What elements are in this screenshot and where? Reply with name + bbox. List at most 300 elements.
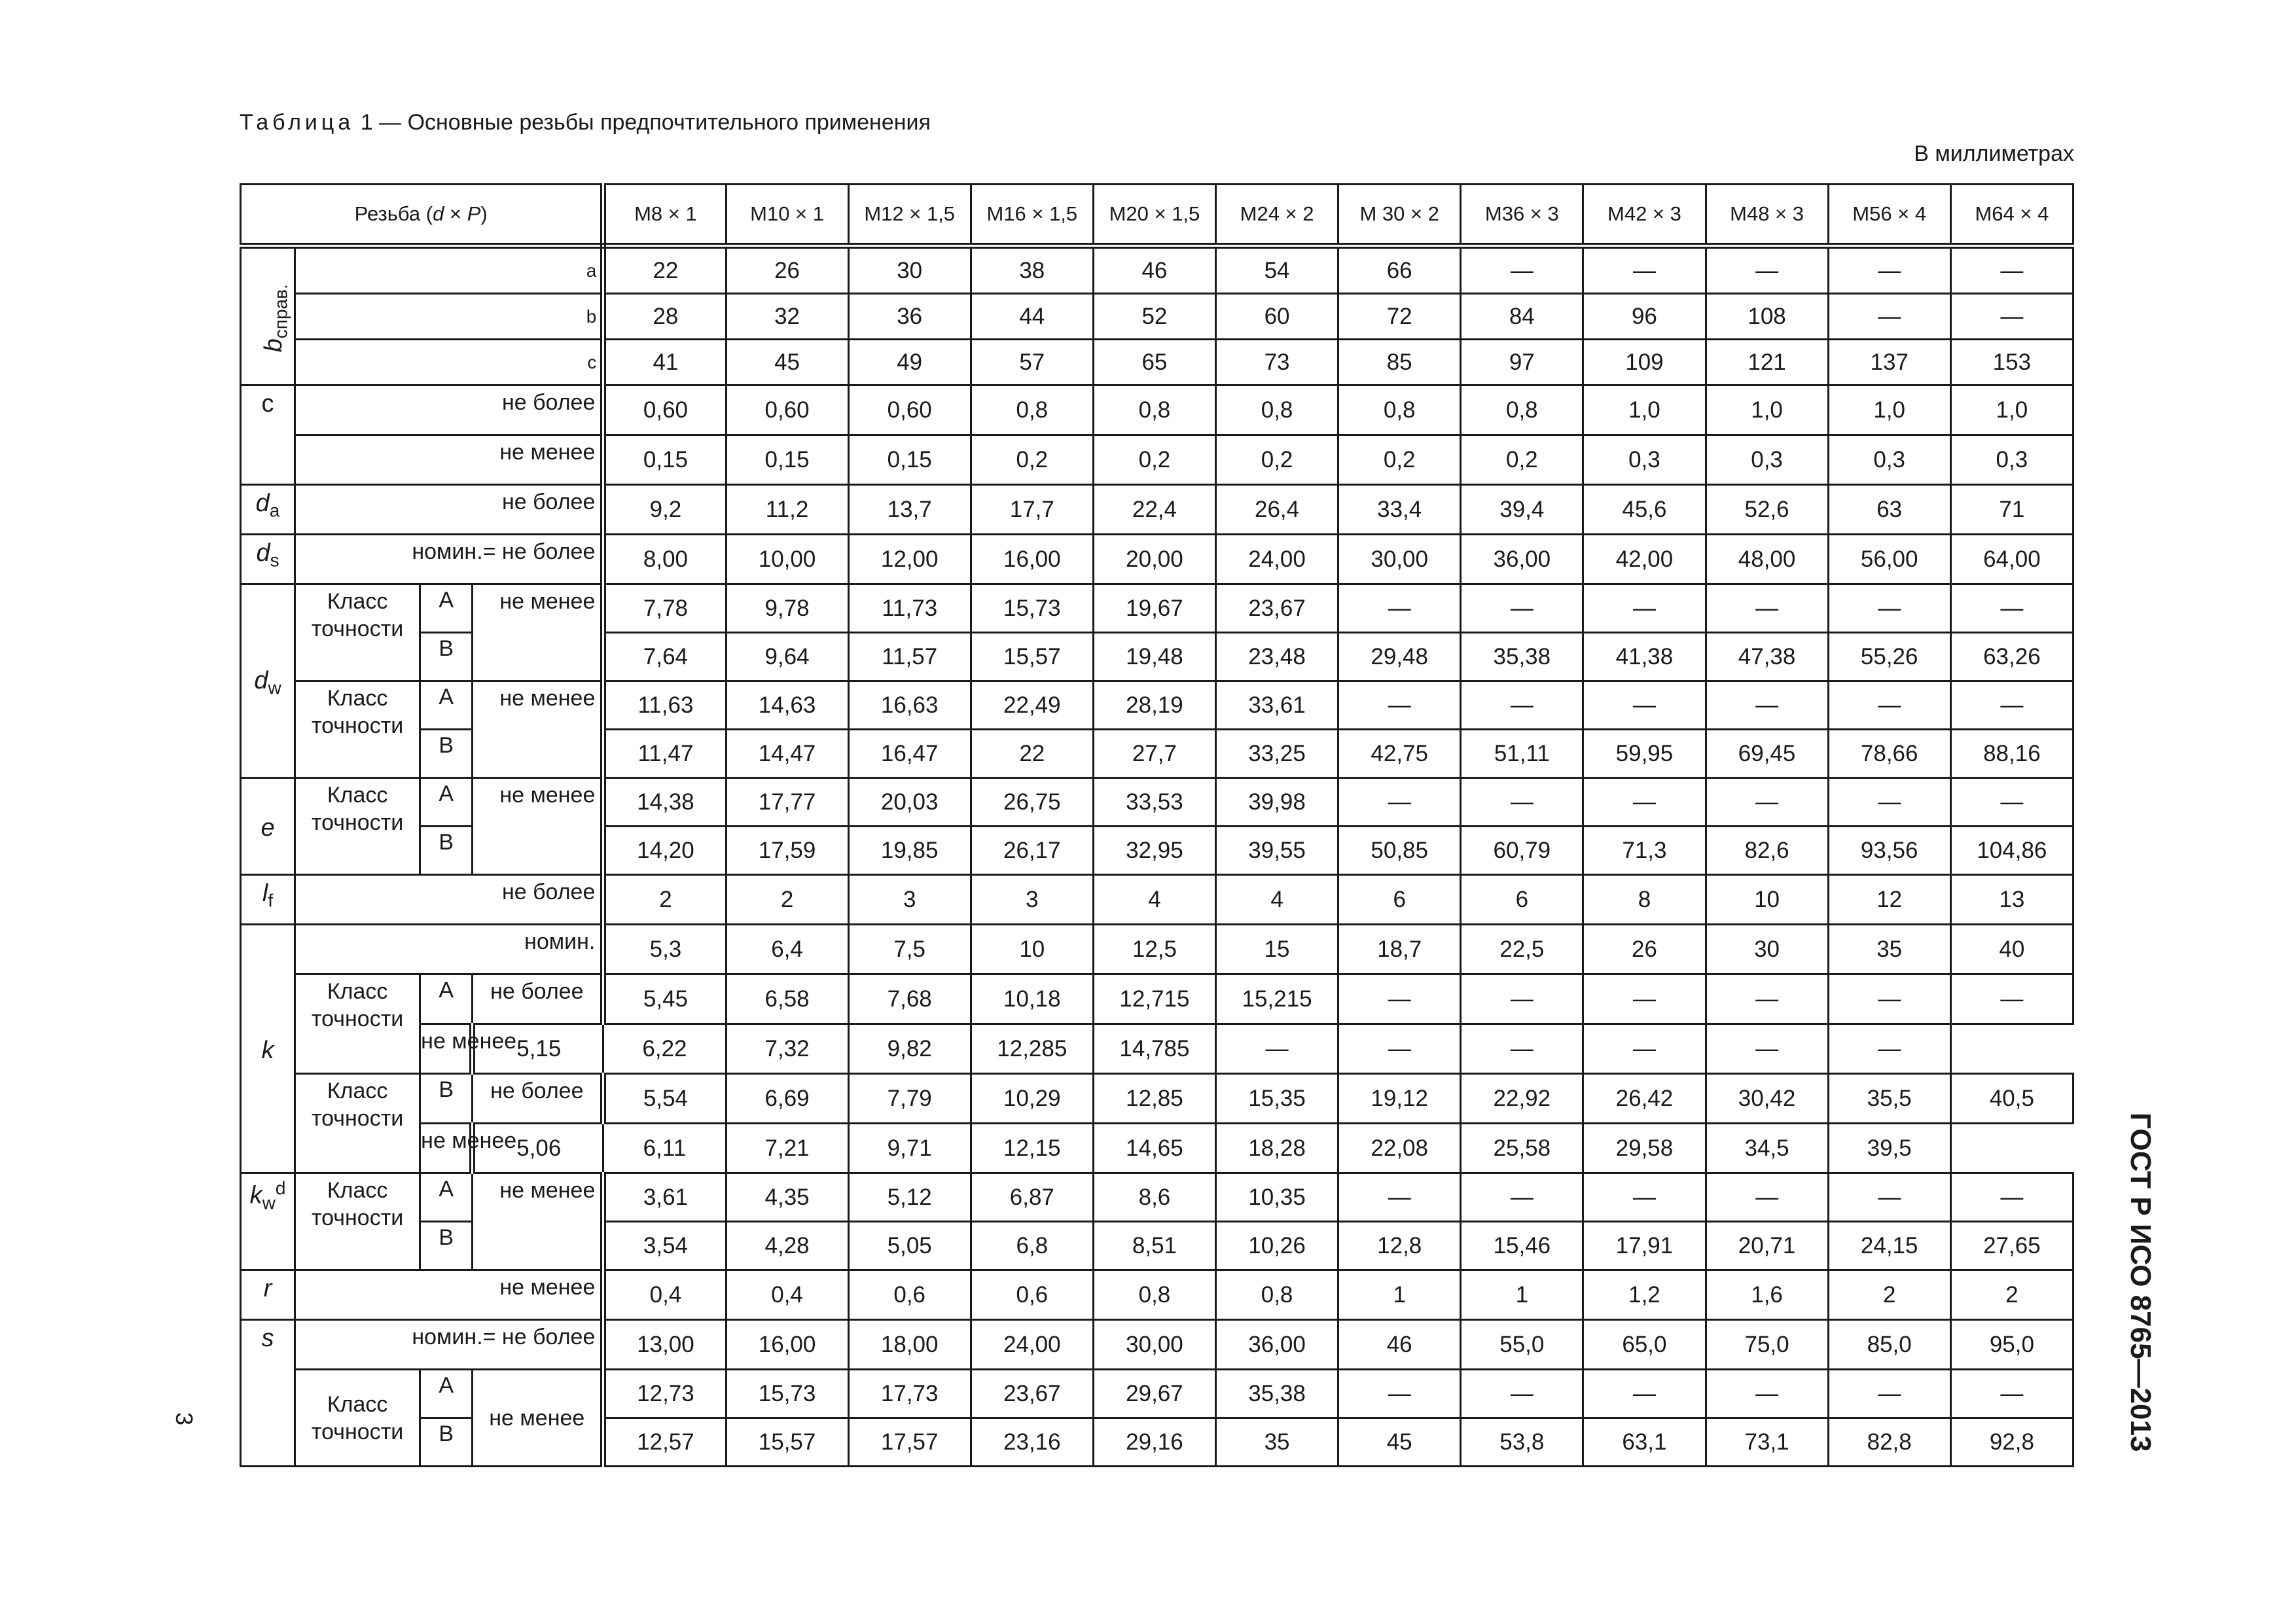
value-cell: 45,6 — [1583, 485, 1706, 535]
value-cell: 0,6 — [848, 1270, 971, 1320]
value-cell: 13,7 — [848, 485, 971, 535]
value-cell: 63,1 — [1583, 1418, 1706, 1467]
value-cell: 72 — [1338, 294, 1461, 340]
value-cell: 10,35 — [1216, 1173, 1338, 1222]
value-cell: 35 — [1828, 925, 1950, 974]
value-cell: 41 — [603, 340, 726, 385]
parameter-symbol — [241, 1320, 295, 1467]
accuracy-class-label: Класс точности — [295, 974, 420, 1074]
symbol-sub: w — [262, 1192, 276, 1213]
caption-prefix: Таблица — [240, 110, 355, 135]
page-number: 3 — [171, 1412, 198, 1426]
value-cell: 23,67 — [971, 1370, 1093, 1418]
value-cell: 8 — [1583, 875, 1706, 925]
value-cell: 17,91 — [1583, 1222, 1706, 1270]
value-cell: 35,38 — [1216, 1370, 1338, 1418]
grade-A: A — [420, 974, 473, 1024]
value-cell: — — [1950, 1370, 2073, 1418]
value-cell: 42,00 — [1583, 535, 1706, 584]
value-cell: 27,7 — [1093, 730, 1215, 778]
value-cell: — — [1338, 681, 1461, 730]
value-cell: 52,6 — [1706, 485, 1828, 535]
value-cell: 0,3 — [1950, 435, 2073, 485]
value-cell: 23,16 — [971, 1418, 1093, 1467]
value-cell: 12,00 — [848, 535, 971, 584]
table-row — [241, 584, 2073, 633]
condition-cell: не более — [295, 875, 603, 925]
value-cell: — — [1461, 1173, 1583, 1222]
value-cell: 33,53 — [1093, 778, 1215, 827]
table-row — [241, 974, 2073, 1024]
value-cell: 59,95 — [1583, 730, 1706, 778]
value-cell: — — [1583, 1173, 1706, 1222]
value-cell: — — [1950, 294, 2073, 340]
thread-size-header: M36 × 3 — [1461, 185, 1583, 246]
value-cell: 51,11 — [1461, 730, 1583, 778]
value-cell: 73,1 — [1706, 1418, 1828, 1467]
value-cell: 82,8 — [1828, 1418, 1950, 1467]
value-cell: 11,63 — [603, 681, 726, 730]
symbol-sub: a — [269, 500, 280, 521]
accuracy-class-label: Класс точности — [295, 778, 420, 875]
value-cell: — — [1828, 778, 1950, 827]
value-cell: 15,46 — [1461, 1222, 1583, 1270]
sub-row-c: c — [295, 340, 603, 385]
grade-A: A — [420, 778, 473, 827]
symbol-main: d — [255, 490, 270, 517]
condition-cell: номин.= не более — [295, 1320, 603, 1370]
accuracy-class-label: Класс точности — [295, 1370, 420, 1467]
value-cell: 0,60 — [603, 385, 726, 435]
parameter-symbol — [241, 1173, 295, 1270]
parameter-symbol — [241, 535, 295, 584]
thread-table-container — [240, 183, 2074, 1467]
value-cell: 17,59 — [726, 827, 848, 875]
value-cell: — — [1706, 1173, 1828, 1222]
thread-size-header: M12 × 1,5 — [848, 185, 971, 246]
parameter-symbol — [241, 584, 295, 778]
value-cell: — — [1461, 974, 1583, 1024]
value-cell: 26 — [1583, 925, 1706, 974]
value-cell: 73 — [1216, 340, 1338, 385]
value-cell: 30,42 — [1706, 1074, 1828, 1124]
value-cell: 0,15 — [603, 435, 726, 485]
symbol-main: s — [261, 1325, 274, 1352]
value-cell: 12,73 — [603, 1370, 726, 1418]
value-cell: — — [1828, 1173, 1950, 1222]
value-cell: — — [1461, 246, 1583, 294]
value-cell: 29,48 — [1338, 633, 1461, 681]
value-cell: — — [1950, 778, 2073, 827]
table-caption — [240, 110, 931, 135]
value-cell: 0,2 — [971, 435, 1093, 485]
grade-B: B — [420, 730, 473, 778]
value-cell: 29,16 — [1093, 1418, 1215, 1467]
accuracy-class-label: Класс точности — [295, 584, 420, 681]
value-cell: 9,78 — [726, 584, 848, 633]
value-cell: 36,00 — [1461, 535, 1583, 584]
value-cell: 4,28 — [726, 1222, 848, 1270]
value-cell: 12,8 — [1338, 1222, 1461, 1270]
value-cell: 9,2 — [603, 485, 726, 535]
symbol-main: e — [260, 814, 275, 842]
condition-cell: не более — [473, 1074, 603, 1124]
table-row — [241, 185, 2073, 246]
value-cell: 0,8 — [1461, 385, 1583, 435]
grade-B: B — [420, 1222, 473, 1270]
value-cell: 16,63 — [848, 681, 971, 730]
value-cell: — — [1706, 1024, 1828, 1074]
thread-size-header: M64 × 4 — [1950, 185, 2073, 246]
table-row — [241, 1124, 2073, 1173]
value-cell: 24,00 — [971, 1320, 1093, 1370]
symbol-sub: f — [268, 890, 274, 911]
value-cell: 14,20 — [603, 827, 726, 875]
value-cell: 65 — [1093, 340, 1215, 385]
value-cell: 19,12 — [1338, 1074, 1461, 1124]
value-cell: 11,47 — [603, 730, 726, 778]
value-cell: 29,58 — [1583, 1124, 1706, 1173]
parameter-symbol — [241, 485, 295, 535]
grade-A: A — [420, 1370, 473, 1418]
value-cell: 63 — [1828, 485, 1950, 535]
value-cell: 33,25 — [1216, 730, 1338, 778]
value-cell: 8,6 — [1093, 1173, 1215, 1222]
value-cell: 32,95 — [1093, 827, 1215, 875]
table-row — [241, 385, 2073, 435]
value-cell: 88,16 — [1950, 730, 2073, 778]
caption-text: 1 — Основные резьбы предпочтительного применения — [360, 110, 931, 135]
value-cell: — — [1706, 584, 1828, 633]
value-cell: 1 — [1338, 1270, 1461, 1320]
value-cell: 39,5 — [1828, 1124, 1950, 1173]
symbol-main: d — [254, 667, 268, 695]
value-cell: — — [1828, 294, 1950, 340]
value-cell: 54 — [1216, 246, 1338, 294]
value-cell: 26,4 — [1216, 485, 1338, 535]
value-cell: 8,51 — [1093, 1222, 1215, 1270]
value-cell: — — [1583, 246, 1706, 294]
value-cell: 0,8 — [1216, 385, 1338, 435]
value-cell: 20,00 — [1093, 535, 1215, 584]
value-cell: 55,26 — [1828, 633, 1950, 681]
value-cell: 3,54 — [603, 1222, 726, 1270]
thread-size-header: M48 × 3 — [1706, 185, 1828, 246]
value-cell: 50,85 — [1338, 827, 1461, 875]
table-row — [241, 535, 2073, 584]
value-cell: 0,15 — [848, 435, 971, 485]
value-cell: 0,2 — [1216, 435, 1338, 485]
value-cell: 3 — [848, 875, 971, 925]
table-row — [241, 1370, 2073, 1418]
value-cell: 10,26 — [1216, 1222, 1338, 1270]
grade-B: B — [420, 1074, 473, 1124]
value-cell: — — [1583, 1370, 1706, 1418]
value-cell: 57 — [971, 340, 1093, 385]
value-cell: 0,6 — [971, 1270, 1093, 1320]
value-cell: 3,61 — [603, 1173, 726, 1222]
condition-cell: номин.= не более — [295, 535, 603, 584]
value-cell: 0,8 — [1093, 1270, 1215, 1320]
value-cell: 52 — [1093, 294, 1215, 340]
value-cell: 0,3 — [1828, 435, 1950, 485]
b-sprav-symbol — [241, 246, 295, 385]
value-cell: 5,45 — [603, 974, 726, 1024]
value-cell: 7,21 — [726, 1124, 848, 1173]
value-cell: 10 — [1706, 875, 1828, 925]
value-cell: 36 — [848, 294, 971, 340]
value-cell: 1 — [1461, 1270, 1583, 1320]
value-cell: 17,7 — [971, 485, 1093, 535]
condition-cell: не менее — [473, 584, 603, 681]
thread-size-header: M24 × 2 — [1216, 185, 1338, 246]
value-cell: 92,8 — [1950, 1418, 2073, 1467]
value-cell: 85,0 — [1828, 1320, 1950, 1370]
value-cell: 16,00 — [971, 535, 1093, 584]
grade-A: A — [420, 1173, 473, 1222]
value-cell: 11,57 — [848, 633, 971, 681]
value-cell: — — [1950, 1173, 2073, 1222]
value-cell: 10,00 — [726, 535, 848, 584]
value-cell: — — [1828, 974, 1950, 1024]
condition-cell: номин. — [295, 925, 603, 974]
value-cell: 10 — [971, 925, 1093, 974]
value-cell: 35,38 — [1461, 633, 1583, 681]
value-cell: 4 — [1216, 875, 1338, 925]
value-cell: 30 — [848, 246, 971, 294]
value-cell: 5,12 — [848, 1173, 971, 1222]
value-cell: 3 — [971, 875, 1093, 925]
value-cell: 0,3 — [1706, 435, 1828, 485]
value-cell: — — [1461, 584, 1583, 633]
value-cell: 55,0 — [1461, 1320, 1583, 1370]
value-cell: 46 — [1093, 246, 1215, 294]
value-cell: 32 — [726, 294, 848, 340]
value-cell: 30,00 — [1338, 535, 1461, 584]
value-cell: 41,38 — [1583, 633, 1706, 681]
value-cell: — — [1216, 1024, 1338, 1074]
value-cell: 12 — [1828, 875, 1950, 925]
value-cell: 109 — [1583, 340, 1706, 385]
table-row — [241, 1024, 2073, 1074]
thread-size-header: M16 × 1,5 — [971, 185, 1093, 246]
value-cell: 95,0 — [1950, 1320, 2073, 1370]
value-cell: 137 — [1828, 340, 1950, 385]
value-cell: 0,2 — [1093, 435, 1215, 485]
value-cell: — — [1338, 584, 1461, 633]
value-cell: 15 — [1216, 925, 1338, 974]
thread-size-header: M20 × 1,5 — [1093, 185, 1215, 246]
thread-table — [240, 183, 2074, 1467]
table-row — [241, 246, 2073, 294]
value-cell: 18,7 — [1338, 925, 1461, 974]
value-cell: 2 — [603, 875, 726, 925]
grade-B: B — [420, 1418, 473, 1467]
symbol-sub: w — [268, 677, 281, 698]
value-cell: — — [1583, 1024, 1706, 1074]
value-cell: 14,785 — [1093, 1024, 1215, 1074]
value-cell: 8,00 — [603, 535, 726, 584]
b-sprav-text: $b_{справ.}$ — [259, 284, 291, 353]
thread-header-label: Резьба (d × P) — [241, 185, 603, 246]
value-cell: 84 — [1461, 294, 1583, 340]
value-cell: — — [1706, 1370, 1828, 1418]
value-cell: 5,54 — [603, 1074, 726, 1124]
value-cell: 0,2 — [1338, 435, 1461, 485]
value-cell: 14,47 — [726, 730, 848, 778]
value-cell: 38 — [971, 246, 1093, 294]
condition-cell: не более — [473, 974, 603, 1024]
value-cell: 5,3 — [603, 925, 726, 974]
value-cell: 30 — [1706, 925, 1828, 974]
value-cell: — — [1338, 974, 1461, 1024]
thread-size-header: M56 × 4 — [1828, 185, 1950, 246]
value-cell: 13,00 — [603, 1320, 726, 1370]
table-row — [241, 1320, 2073, 1370]
value-cell: 22,92 — [1461, 1074, 1583, 1124]
value-cell: 20,03 — [848, 778, 971, 827]
value-cell: — — [1828, 584, 1950, 633]
value-cell: 1,0 — [1950, 385, 2073, 435]
value-cell: 35 — [1216, 1418, 1338, 1467]
value-cell: — — [1338, 1173, 1461, 1222]
value-cell: 96 — [1583, 294, 1706, 340]
thread-size-header: M8 × 1 — [603, 185, 726, 246]
value-cell: — — [1706, 681, 1828, 730]
value-cell: 60,79 — [1461, 827, 1583, 875]
accuracy-class-label: Класс точности — [295, 1074, 420, 1173]
value-cell: 9,71 — [848, 1124, 971, 1173]
value-cell: 45 — [726, 340, 848, 385]
value-cell: — — [1828, 1024, 1950, 1074]
condition-cell: не менее — [295, 1270, 603, 1320]
value-cell: 1,0 — [1828, 385, 1950, 435]
value-cell: 1,6 — [1706, 1270, 1828, 1320]
value-cell: 93,56 — [1828, 827, 1950, 875]
value-cell: 11,2 — [726, 485, 848, 535]
value-cell: 12,85 — [1093, 1074, 1215, 1124]
value-cell: 78,66 — [1828, 730, 1950, 778]
value-cell: 6,8 — [971, 1222, 1093, 1270]
value-cell: 0,8 — [971, 385, 1093, 435]
value-cell: 0,3 — [1583, 435, 1706, 485]
value-cell: 1,2 — [1583, 1270, 1706, 1320]
value-cell: 10,29 — [971, 1074, 1093, 1124]
value-cell: 15,57 — [726, 1418, 848, 1467]
value-cell: 12,715 — [1093, 974, 1215, 1024]
value-cell: — — [1461, 1024, 1583, 1074]
value-cell: 0,8 — [1216, 1270, 1338, 1320]
value-cell: — — [1338, 1024, 1461, 1074]
value-cell: 7,79 — [848, 1074, 971, 1124]
value-cell: — — [1706, 974, 1828, 1024]
value-cell: — — [1583, 778, 1706, 827]
value-cell: 7,64 — [603, 633, 726, 681]
value-cell: 22,49 — [971, 681, 1093, 730]
value-cell: 46 — [1338, 1320, 1461, 1370]
value-cell: 75,0 — [1706, 1320, 1828, 1370]
value-cell: 0,8 — [1093, 385, 1215, 435]
value-cell: 15,73 — [726, 1370, 848, 1418]
value-cell: 20,71 — [1706, 1222, 1828, 1270]
value-cell: 19,85 — [848, 827, 971, 875]
value-cell: 33,61 — [1216, 681, 1338, 730]
value-cell: 56,00 — [1828, 535, 1950, 584]
value-cell: 15,57 — [971, 633, 1093, 681]
value-cell: 14,38 — [603, 778, 726, 827]
value-cell: 0,4 — [603, 1270, 726, 1320]
value-cell: 19,67 — [1093, 584, 1215, 633]
value-cell: — — [1461, 681, 1583, 730]
document-side-title: ГОСТ Р ИСО 8765—2013 — [2125, 1113, 2157, 1452]
table-row — [241, 925, 2073, 974]
value-cell: 65,0 — [1583, 1320, 1706, 1370]
value-cell: 63,26 — [1950, 633, 2073, 681]
value-cell: 1,0 — [1706, 385, 1828, 435]
value-cell: — — [1828, 1370, 1950, 1418]
condition-cell: не менее — [473, 1370, 603, 1467]
value-cell: 11,73 — [848, 584, 971, 633]
value-cell: 0,2 — [1461, 435, 1583, 485]
table-row — [241, 485, 2073, 535]
value-cell: 24,15 — [1828, 1222, 1950, 1270]
value-cell: 27,65 — [1950, 1222, 2073, 1270]
value-cell: 18,00 — [848, 1320, 971, 1370]
value-cell: — — [1828, 681, 1950, 730]
value-cell: 22,08 — [1338, 1124, 1461, 1173]
value-cell: 30,00 — [1093, 1320, 1215, 1370]
value-cell: 28,19 — [1093, 681, 1215, 730]
value-cell: 42,75 — [1338, 730, 1461, 778]
value-cell: 60 — [1216, 294, 1338, 340]
value-cell: 29,67 — [1093, 1370, 1215, 1418]
value-cell: 2 — [1950, 1270, 2073, 1320]
value-cell: 14,63 — [726, 681, 848, 730]
value-cell: 22 — [971, 730, 1093, 778]
value-cell: — — [1583, 974, 1706, 1024]
value-cell: 24,00 — [1216, 535, 1338, 584]
value-cell: 6 — [1338, 875, 1461, 925]
table-row — [241, 778, 2073, 827]
value-cell: — — [1338, 1370, 1461, 1418]
accuracy-class-label: Класс точности — [295, 681, 420, 778]
value-cell: 5,05 — [848, 1222, 971, 1270]
value-cell: 44 — [971, 294, 1093, 340]
value-cell: 39,55 — [1216, 827, 1338, 875]
value-cell: 39,4 — [1461, 485, 1583, 535]
symbol-main: k — [261, 1037, 274, 1064]
value-cell: 85 — [1338, 340, 1461, 385]
sub-row-b: b — [295, 294, 603, 340]
value-cell: — — [1950, 974, 2073, 1024]
thread-size-header: M42 × 3 — [1583, 185, 1706, 246]
value-cell: — — [1583, 584, 1706, 633]
value-cell: 26,17 — [971, 827, 1093, 875]
value-cell: 6,4 — [726, 925, 848, 974]
grade-B: B — [420, 827, 473, 875]
value-cell: 10,18 — [971, 974, 1093, 1024]
condition-cell: не менее — [420, 1124, 473, 1173]
condition-cell: не менее — [473, 681, 603, 778]
value-cell: — — [1706, 778, 1828, 827]
symbol-main: d — [256, 539, 270, 567]
value-cell: 36,00 — [1216, 1320, 1338, 1370]
value-cell: 0,60 — [726, 385, 848, 435]
parameter-symbol — [241, 778, 295, 875]
value-cell: — — [1950, 584, 2073, 633]
value-cell: 71,3 — [1583, 827, 1706, 875]
value-cell: 40,5 — [1950, 1074, 2073, 1124]
